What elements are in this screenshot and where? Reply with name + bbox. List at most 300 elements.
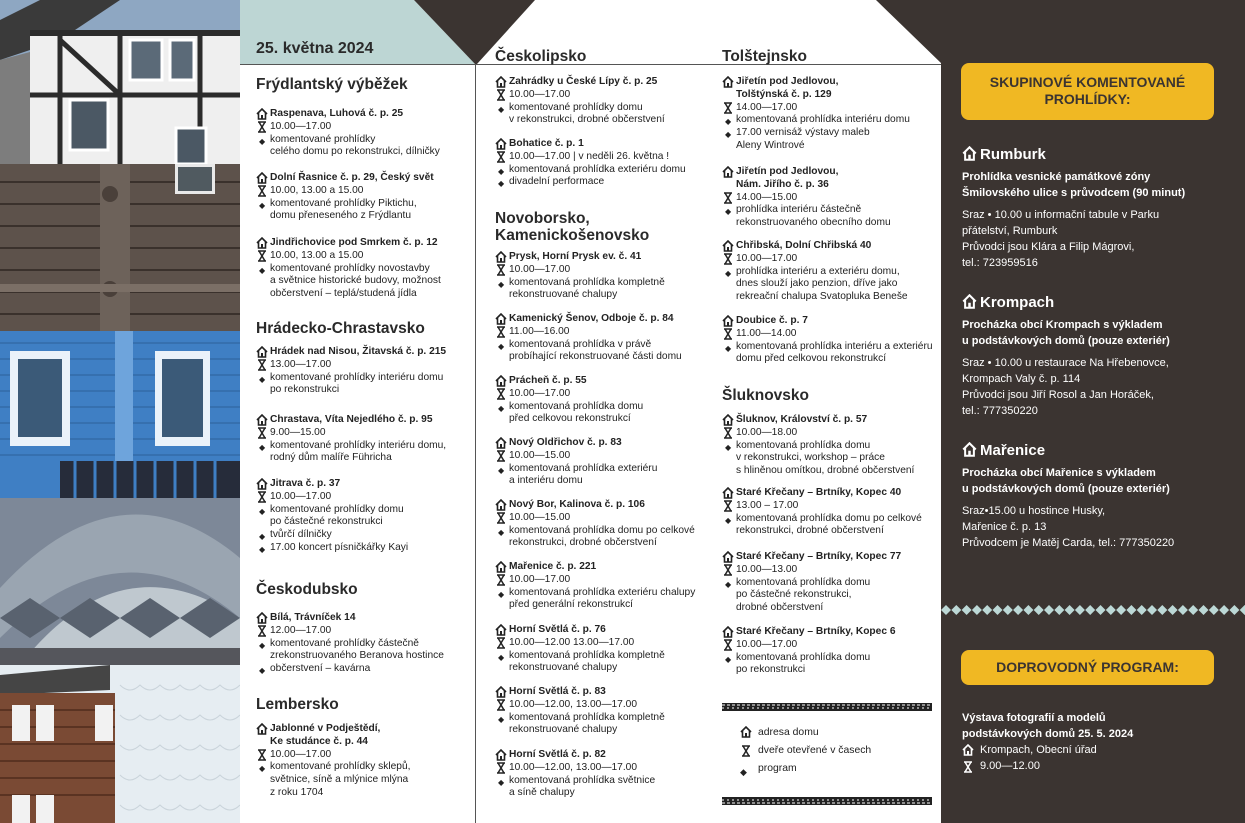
hourglass-icon xyxy=(495,89,507,101)
diamond-bullet-icon: ◆ xyxy=(725,654,732,664)
program-line: před generální rekonstrukcí xyxy=(509,599,634,611)
venue-address: Chřibská, Dolní Chřibská 40 xyxy=(722,240,947,253)
legend-program xyxy=(740,760,871,778)
program-line: s hliněnou omítkou, drobné občerstvení xyxy=(736,465,915,477)
hourglass-icon xyxy=(495,574,507,586)
venue-address: Mařenice č. p. 221 xyxy=(495,561,720,574)
photo-strip xyxy=(0,0,240,823)
program-line: ◆ komentované prohlídky novostavby xyxy=(256,263,481,276)
program-line: celého domu po rekonstrukci, dílničky xyxy=(270,146,440,158)
hourglass-icon xyxy=(256,359,268,371)
diamond-ornament xyxy=(1054,605,1064,615)
diamond-bullet-icon: ◆ xyxy=(725,515,732,525)
program-line: ◆ komentované prohlídky Piktichu, xyxy=(256,198,481,211)
program-line: rekonstrukci, drobné občerstvení xyxy=(736,525,884,537)
program-line: ◆ komentovaná prohlídka interiéru a exteriéru xyxy=(722,341,947,354)
program-line: ◆ komentovaná prohlídka kompletně xyxy=(495,650,720,663)
diamond-bullet-icon: ◆ xyxy=(498,279,505,289)
diamond-ornament xyxy=(1178,605,1188,615)
venue-address: Zahrádky u České Lípy č. p. 25 xyxy=(495,76,720,89)
venue-address: Nový Oldřichov č. p. 83 xyxy=(495,437,720,450)
venue-entry xyxy=(495,251,720,302)
house-icon xyxy=(495,251,507,263)
hourglass-icon xyxy=(495,326,507,338)
house-icon xyxy=(962,442,974,454)
venue-entry xyxy=(495,686,720,737)
program-line: ◆ komentovaná prohlídka exteriéru xyxy=(495,463,720,476)
venue-address: Kamenický Šenov, Odboje č. p. 84 xyxy=(495,313,720,326)
hourglass-icon xyxy=(962,761,974,773)
venue-entry xyxy=(722,166,947,230)
venue-address: Tolštýnská č. p. 129 xyxy=(736,88,832,100)
tours-badge xyxy=(961,63,1214,120)
diamond-bullet-icon: ◆ xyxy=(498,777,505,787)
program-line: rekonstruované chalupy xyxy=(509,662,618,674)
accompanying-badge: DOPROVODNÝ PROGRAM: xyxy=(961,650,1214,685)
house-icon xyxy=(495,499,507,511)
program-line: ◆ komentovaná prohlídka domu xyxy=(722,440,947,453)
opening-hours: 10.00, 13.00 a 15.00 xyxy=(256,185,481,198)
diamond-bullet-icon: ◆ xyxy=(725,442,732,452)
house-icon xyxy=(256,172,268,184)
accompanying-desc-2: podstávkových domů 25. 5. 2024 xyxy=(962,728,1134,740)
diamond-ornament xyxy=(993,605,1003,615)
diamond-bullet-icon: ◆ xyxy=(259,442,266,452)
house-icon xyxy=(495,561,507,573)
diamond-ornament xyxy=(1147,605,1157,615)
venue-entry xyxy=(256,612,481,676)
house-icon xyxy=(495,686,507,698)
opening-hours: 10.00, 13.00 a 15.00 xyxy=(256,250,481,263)
house-icon xyxy=(722,240,734,252)
program-line: domu přeneseného z Frýdlantu xyxy=(270,210,412,222)
tour-info: Krompach Valy č. p. 114 xyxy=(962,373,1081,385)
tours-badge-line-2: PROHLÍDKY: xyxy=(1044,91,1131,107)
program-line: občerstvení – teplá/studená jídla xyxy=(270,288,417,300)
hourglass-icon xyxy=(256,625,268,637)
venue-address: Chrastava, Víta Nejedlého č. p. 95 xyxy=(256,414,481,427)
venue-address: Horní Světlá č. p. 76 xyxy=(495,624,720,637)
diamond-bullet-icon: ◆ xyxy=(725,117,732,127)
program-line: ◆ komentovaná prohlídka interiéru domu xyxy=(722,114,947,127)
region-heading: Novoborsko, Kamenickošenovsko xyxy=(495,210,650,244)
venue-address: Raspenava, Luhová č. p. 25 xyxy=(256,108,481,121)
house-icon xyxy=(256,612,268,624)
house-icon xyxy=(722,76,734,88)
venue-address: Bohatice č. p. 1 xyxy=(495,138,720,151)
diamond-ornament xyxy=(972,605,982,615)
tour-place: Rumburk xyxy=(962,146,1237,163)
diamond-bullet-icon: ◆ xyxy=(498,465,505,475)
hourglass-icon xyxy=(495,699,507,711)
tour-info: Průvodci jsou Klára a Filip Mágrovi, xyxy=(962,241,1135,253)
photo-wooden-wall xyxy=(0,164,240,331)
program-line: ◆ občerstvení – kavárna xyxy=(256,663,481,676)
program-line: domu před celkovou rekonstrukcí xyxy=(736,353,887,365)
hourglass-icon xyxy=(722,192,734,204)
hourglass-icon xyxy=(722,500,734,512)
program-line: ◆ komentovaná prohlídka kompletně xyxy=(495,712,720,725)
venue-address: Hrádek nad Nisou, Žitavská č. p. 215 xyxy=(256,346,481,359)
tour-place: Mařenice xyxy=(962,442,1237,459)
venue-entry xyxy=(722,551,947,615)
program-line: ◆ komentovaná prohlídka světnice xyxy=(495,775,720,788)
house-icon xyxy=(256,414,268,426)
tour-place: Krompach xyxy=(962,294,1237,311)
program-line: ◆ divadelní performace xyxy=(495,176,720,189)
house-icon xyxy=(722,551,734,563)
tour-item xyxy=(962,146,1237,271)
region-heading: Lembersko xyxy=(256,696,339,713)
house-icon xyxy=(722,487,734,499)
venue-entry xyxy=(256,723,481,800)
diamond-bullet-icon: ◆ xyxy=(498,714,505,724)
diamond-bullet-icon: ◆ xyxy=(259,532,266,542)
accompanying-place xyxy=(962,742,1237,758)
venue-address: Nám. Jiřího č. p. 36 xyxy=(736,178,829,190)
diamond-ornament xyxy=(1023,605,1033,615)
hourglass-icon xyxy=(722,564,734,576)
region-heading: Českolipsko xyxy=(495,48,587,65)
venue-address: Nový Bor, Kalinova č. p. 106 xyxy=(495,499,720,512)
program-line: ◆ komentovaná prohlídka kompletně xyxy=(495,277,720,290)
venue-address: Jiřetín pod Jedlovou, xyxy=(722,76,947,89)
tour-desc: u podstávkových domů (pouze exteriér) xyxy=(962,335,1170,347)
tour-info: přátelství, Rumburk xyxy=(962,225,1058,237)
diamond-ornament xyxy=(982,605,992,615)
opening-hours: 10.00—17.00 xyxy=(495,264,720,277)
venue-entry xyxy=(722,626,947,677)
opening-hours: 10.00—13.00 xyxy=(722,564,947,577)
tour-desc: Procházka obcí Mařenice s výkladem xyxy=(962,467,1156,479)
program-line: drobné občerstvení xyxy=(736,602,824,614)
tour-info: Sraz • 10.00 u informační tabule v Parku xyxy=(962,209,1160,221)
program-line: světnice, síně a mlýnice mlýna xyxy=(270,774,409,786)
program-line: ◆ komentované prohlídky částečně xyxy=(256,638,481,651)
program-line: rekonstruované chalupy xyxy=(509,289,618,301)
opening-hours: 10.00—17.00 xyxy=(256,491,481,504)
diamond-ornament xyxy=(1199,605,1209,615)
house-icon xyxy=(495,375,507,387)
event-date: 25. května 2024 xyxy=(256,40,374,57)
program-line: ◆ komentované prohlídky sklepů, xyxy=(256,761,481,774)
venue-entry xyxy=(495,624,720,675)
hourglass-icon xyxy=(722,427,734,439)
opening-hours: 10.00—17.00 xyxy=(495,388,720,401)
diamond-bullet-icon: ◆ xyxy=(259,544,266,554)
program-line: v rekonstrukci, workshop – práce xyxy=(736,452,885,464)
venue-address: Šluknov, Království č. p. 57 xyxy=(722,414,947,427)
opening-hours: 12.00—17.00 xyxy=(256,625,481,638)
hourglass-icon xyxy=(495,762,507,774)
photo-blue-house xyxy=(0,331,240,498)
program-line: rekreační chalupa Svatopluka Beneše xyxy=(736,291,908,303)
tour-desc: u podstávkových domů (pouze exteriér) xyxy=(962,483,1170,495)
venue-entry xyxy=(256,172,481,223)
program-line: ◆ prohlídka interiéru a exteriéru domu, xyxy=(722,266,947,279)
accompanying-desc-1: Výstava fotografií a modelů xyxy=(962,712,1106,724)
house-icon xyxy=(722,626,734,638)
diamond-ornament xyxy=(951,605,961,615)
program-line: ◆ komentovaná prohlídka domu xyxy=(495,401,720,414)
house-icon xyxy=(495,138,507,150)
venue-address: Staré Křečany – Brtníky, Kopec 6 xyxy=(722,626,947,639)
photo-brown-house xyxy=(0,665,240,823)
venue-entry xyxy=(495,561,720,612)
hourglass-icon xyxy=(256,250,268,262)
tour-info: Průvodcem je Matěj Carda, tel.: 777350220 xyxy=(962,537,1175,549)
venue-entry xyxy=(495,437,720,488)
venue-entry xyxy=(722,76,947,153)
tour-info: Průvodci jsou Jiří Rosol a Jan Horáček, xyxy=(962,389,1154,401)
opening-hours: 11.00—14.00 xyxy=(722,328,947,341)
region-heading: Šluknovsko xyxy=(722,387,809,404)
house-icon xyxy=(495,313,507,325)
venue-entry xyxy=(256,414,481,465)
house-icon xyxy=(962,744,974,756)
house-icon xyxy=(495,624,507,636)
decorative-bar-top xyxy=(722,698,932,706)
tour-item xyxy=(962,294,1237,419)
photo-timber-frame-house xyxy=(0,0,240,164)
diamond-bullet-icon: ◆ xyxy=(725,130,732,140)
program-line: ◆ komentovaná prohlídka domu po celkové xyxy=(495,525,720,538)
program-line: a interiéru domu xyxy=(509,475,583,487)
program-line: rekonstrukci, drobné občerstvení xyxy=(509,537,657,549)
date-notch xyxy=(414,0,476,66)
venue-address: Dolní Řasnice č. p. 29, Český svět xyxy=(256,172,481,185)
program-line: ◆ komentované prohlídky interiéru domu, xyxy=(256,440,481,453)
diamond-ornament xyxy=(1229,605,1239,615)
opening-hours: 13.00—17.00 xyxy=(256,359,481,372)
program-line: rekonstruované chalupy xyxy=(509,724,618,736)
diamond-bullet-icon: ◆ xyxy=(740,767,747,777)
house-icon xyxy=(495,76,507,88)
opening-hours: 10.00—17.00 xyxy=(722,639,947,652)
venue-entry xyxy=(722,487,947,538)
diamond-bullet-icon: ◆ xyxy=(259,200,266,210)
tour-info: Sraz • 10.00 u restaurace Na Hřebenovce, xyxy=(962,357,1169,369)
diamond-bullet-icon: ◆ xyxy=(498,341,505,351)
legend-hours xyxy=(740,742,871,760)
region-heading: Frýdlantský výběžek xyxy=(256,76,408,93)
house-icon xyxy=(256,478,268,490)
program-line: po rekonstrukci xyxy=(270,384,340,396)
venue-entry xyxy=(722,414,947,478)
diamond-bullet-icon: ◆ xyxy=(725,268,732,278)
tour-info: tel.: 777350220 xyxy=(962,405,1038,417)
program-line: ◆ komentované prohlídky domu xyxy=(495,102,720,115)
diamond-ornament xyxy=(1065,605,1075,615)
venue-address: Jiřetín pod Jedlovou, xyxy=(722,166,947,179)
opening-hours: 10.00—12.00, 13.00—17.00 xyxy=(495,762,720,775)
diamond-ornament xyxy=(962,605,972,615)
venue-address: Staré Křečany – Brtníky, Kopec 77 xyxy=(722,551,947,564)
opening-hours: 10.00—18.00 xyxy=(722,427,947,440)
venue-entry xyxy=(722,315,947,366)
diamond-ornament xyxy=(1096,605,1106,615)
tour-desc: Šmilovského ulice s průvodcem (90 minut) xyxy=(962,187,1186,199)
opening-hours: 9.00—15.00 xyxy=(256,427,481,440)
diamond-bullet-icon: ◆ xyxy=(498,527,505,537)
opening-hours: 10.00—17.00 xyxy=(256,749,481,762)
venue-address: Prácheň č. p. 55 xyxy=(495,375,720,388)
diamond-ornament xyxy=(1209,605,1219,615)
opening-hours: 14.00—17.00 xyxy=(722,102,947,115)
diamond-ornament xyxy=(1126,605,1136,615)
legend xyxy=(740,724,871,778)
hourglass-icon xyxy=(722,328,734,340)
diamond-ornament xyxy=(1034,605,1044,615)
diamond-border xyxy=(941,604,1245,616)
opening-hours: 10.00—17.00 xyxy=(495,574,720,587)
venue-entry xyxy=(495,313,720,364)
hourglass-icon xyxy=(722,639,734,651)
house-icon xyxy=(256,237,268,249)
diamond-ornament xyxy=(1013,605,1023,615)
program-line: dnes slouží jako penzion, dříve jako xyxy=(736,278,898,290)
opening-hours: 10.00—17.00 xyxy=(722,253,947,266)
diamond-bullet-icon: ◆ xyxy=(498,179,505,189)
house-icon xyxy=(722,315,734,327)
venue-address: Prysk, Horní Prysk ev. č. 41 xyxy=(495,251,720,264)
legend-address-label: adresa domu xyxy=(758,727,819,738)
opening-hours: 10.00—15.00 xyxy=(495,450,720,463)
venue-entry xyxy=(256,237,481,301)
venue-address: Staré Křečany – Brtníky, Kopec 40 xyxy=(722,487,947,500)
venue-address: Jindřichovice pod Smrkem č. p. 12 xyxy=(256,237,481,250)
house-icon xyxy=(962,294,974,306)
program-line: zrekonstruovaného Beranova hostince xyxy=(270,650,444,662)
house-icon xyxy=(740,726,752,738)
program-line: ◆ komentovaná prohlídka exteriéru chalupy xyxy=(495,587,720,600)
hourglass-icon xyxy=(495,450,507,462)
diamond-bullet-icon: ◆ xyxy=(259,666,266,676)
venue-entry xyxy=(495,499,720,550)
diamond-bullet-icon: ◆ xyxy=(259,136,266,146)
house-icon xyxy=(722,166,734,178)
accompanying-program xyxy=(962,710,1237,774)
house-icon xyxy=(722,414,734,426)
diamond-bullet-icon: ◆ xyxy=(259,764,266,774)
program-line: rodný dům malíře Führicha xyxy=(270,452,392,464)
hourglass-icon xyxy=(495,264,507,276)
program-line: ◆ 17.00 vernisáž výstavy maleb xyxy=(722,127,947,140)
diamond-ornament xyxy=(1044,605,1054,615)
tour-desc: Prohlídka vesnické památkové zóny xyxy=(962,171,1151,183)
house-icon xyxy=(256,108,268,120)
diamond-ornament xyxy=(1137,605,1147,615)
opening-hours: 10.00—17.00 xyxy=(256,121,481,134)
diamond-ornament xyxy=(1157,605,1167,615)
house-icon xyxy=(962,146,974,158)
venue-address: Jablonné v Podještědí, xyxy=(256,723,481,736)
hourglass-icon xyxy=(495,512,507,524)
program-line: po částečné rekonstrukci xyxy=(270,516,383,528)
program-line: ◆ komentovaná prohlídka exteriéru domu xyxy=(495,164,720,177)
house-icon xyxy=(256,346,268,358)
diamond-bullet-icon: ◆ xyxy=(725,579,732,589)
venue-address: Jitrava č. p. 37 xyxy=(256,478,481,491)
region-heading: Tolštejnsko xyxy=(722,48,807,65)
diamond-bullet-icon: ◆ xyxy=(259,506,266,516)
diamond-ornament xyxy=(1085,605,1095,615)
diamond-ornament xyxy=(1116,605,1126,615)
tours-badge-line-1: SKUPINOVÉ KOMENTOVANÉ xyxy=(989,74,1186,90)
program-line: v rekonstrukci, drobné občerstvení xyxy=(509,114,665,126)
program-line: probíhající rekonstruované části domu xyxy=(509,351,682,363)
legend-hours-label: dveře otevřené v časech xyxy=(758,745,872,756)
program-line: Aleny Wintrové xyxy=(736,139,805,151)
diamond-ornament xyxy=(1188,605,1198,615)
opening-hours: 10.00—17.00 | v neděli 26. května ! xyxy=(495,151,720,164)
diamond-bullet-icon: ◆ xyxy=(498,104,505,114)
diamond-bullet-icon: ◆ xyxy=(725,207,732,217)
venue-entry xyxy=(722,240,947,304)
tour-desc: Procházka obcí Krompach s výkladem xyxy=(962,319,1163,331)
tour-item xyxy=(962,442,1237,551)
program-line: ◆ komentovaná prohlídka domu xyxy=(722,652,947,665)
diamond-ornament xyxy=(1219,605,1229,615)
opening-hours: 11.00—16.00 xyxy=(495,326,720,339)
diamond-bullet-icon: ◆ xyxy=(498,403,505,413)
diamond-ornament xyxy=(1240,605,1245,615)
opening-hours: 10.00—15.00 xyxy=(495,512,720,525)
diamond-bullet-icon: ◆ xyxy=(259,640,266,650)
house-icon xyxy=(495,437,507,449)
opening-hours: 10.00—17.00 xyxy=(495,89,720,102)
venue-entry xyxy=(256,346,481,397)
diamond-bullet-icon: ◆ xyxy=(498,589,505,599)
legend-program-label: program xyxy=(758,763,797,774)
hourglass-icon xyxy=(740,745,752,757)
venue-address: Bílá, Trávníček 14 xyxy=(256,612,481,625)
program-line: a síně chalupy xyxy=(509,787,575,799)
program-line: ◆ prohlídka interiéru částečně xyxy=(722,204,947,217)
accompanying-hours-text: 9.00—12.00 xyxy=(980,760,1040,772)
photo-slate-pattern xyxy=(0,498,240,665)
tour-info: Sraz•15.00 u hostince Husky, xyxy=(962,505,1106,517)
program-line: z roku 1704 xyxy=(270,786,324,798)
hourglass-icon xyxy=(495,388,507,400)
tour-info: tel.: 723959516 xyxy=(962,257,1038,269)
program-line: ◆ komentovaná prohlídka v právě xyxy=(495,339,720,352)
decorative-bar-bottom xyxy=(722,792,932,800)
diamond-bullet-icon: ◆ xyxy=(725,343,732,353)
accompanying-place-text: Krompach, Obecní úřad xyxy=(980,744,1097,756)
opening-hours: 14.00—15.00 xyxy=(722,192,947,205)
hourglass-icon xyxy=(495,637,507,649)
hourglass-icon xyxy=(495,151,507,163)
venue-entry xyxy=(256,478,481,555)
program-line: ◆ 17.00 koncert písničkářky Kayi xyxy=(256,542,481,555)
diamond-bullet-icon: ◆ xyxy=(259,265,266,275)
program-line: před celkovou rekonstrukcí xyxy=(509,413,631,425)
hourglass-icon xyxy=(256,185,268,197)
venue-entry xyxy=(495,76,720,127)
diamond-bullet-icon: ◆ xyxy=(498,166,505,176)
venue-entry xyxy=(495,138,720,189)
program-line: ◆ tvůrčí dílničky xyxy=(256,529,481,542)
tour-info: Mařenice č. p. 13 xyxy=(962,521,1047,533)
diamond-ornament xyxy=(1075,605,1085,615)
hourglass-icon xyxy=(256,749,268,761)
hourglass-icon xyxy=(256,491,268,503)
diamond-ornament xyxy=(1003,605,1013,615)
region-heading: Hrádecko-Chrastavsko xyxy=(256,320,425,337)
program-line: a světnice historické budovy, možnost xyxy=(270,275,441,287)
program-line: ◆ komentované prohlídky domu xyxy=(256,504,481,517)
